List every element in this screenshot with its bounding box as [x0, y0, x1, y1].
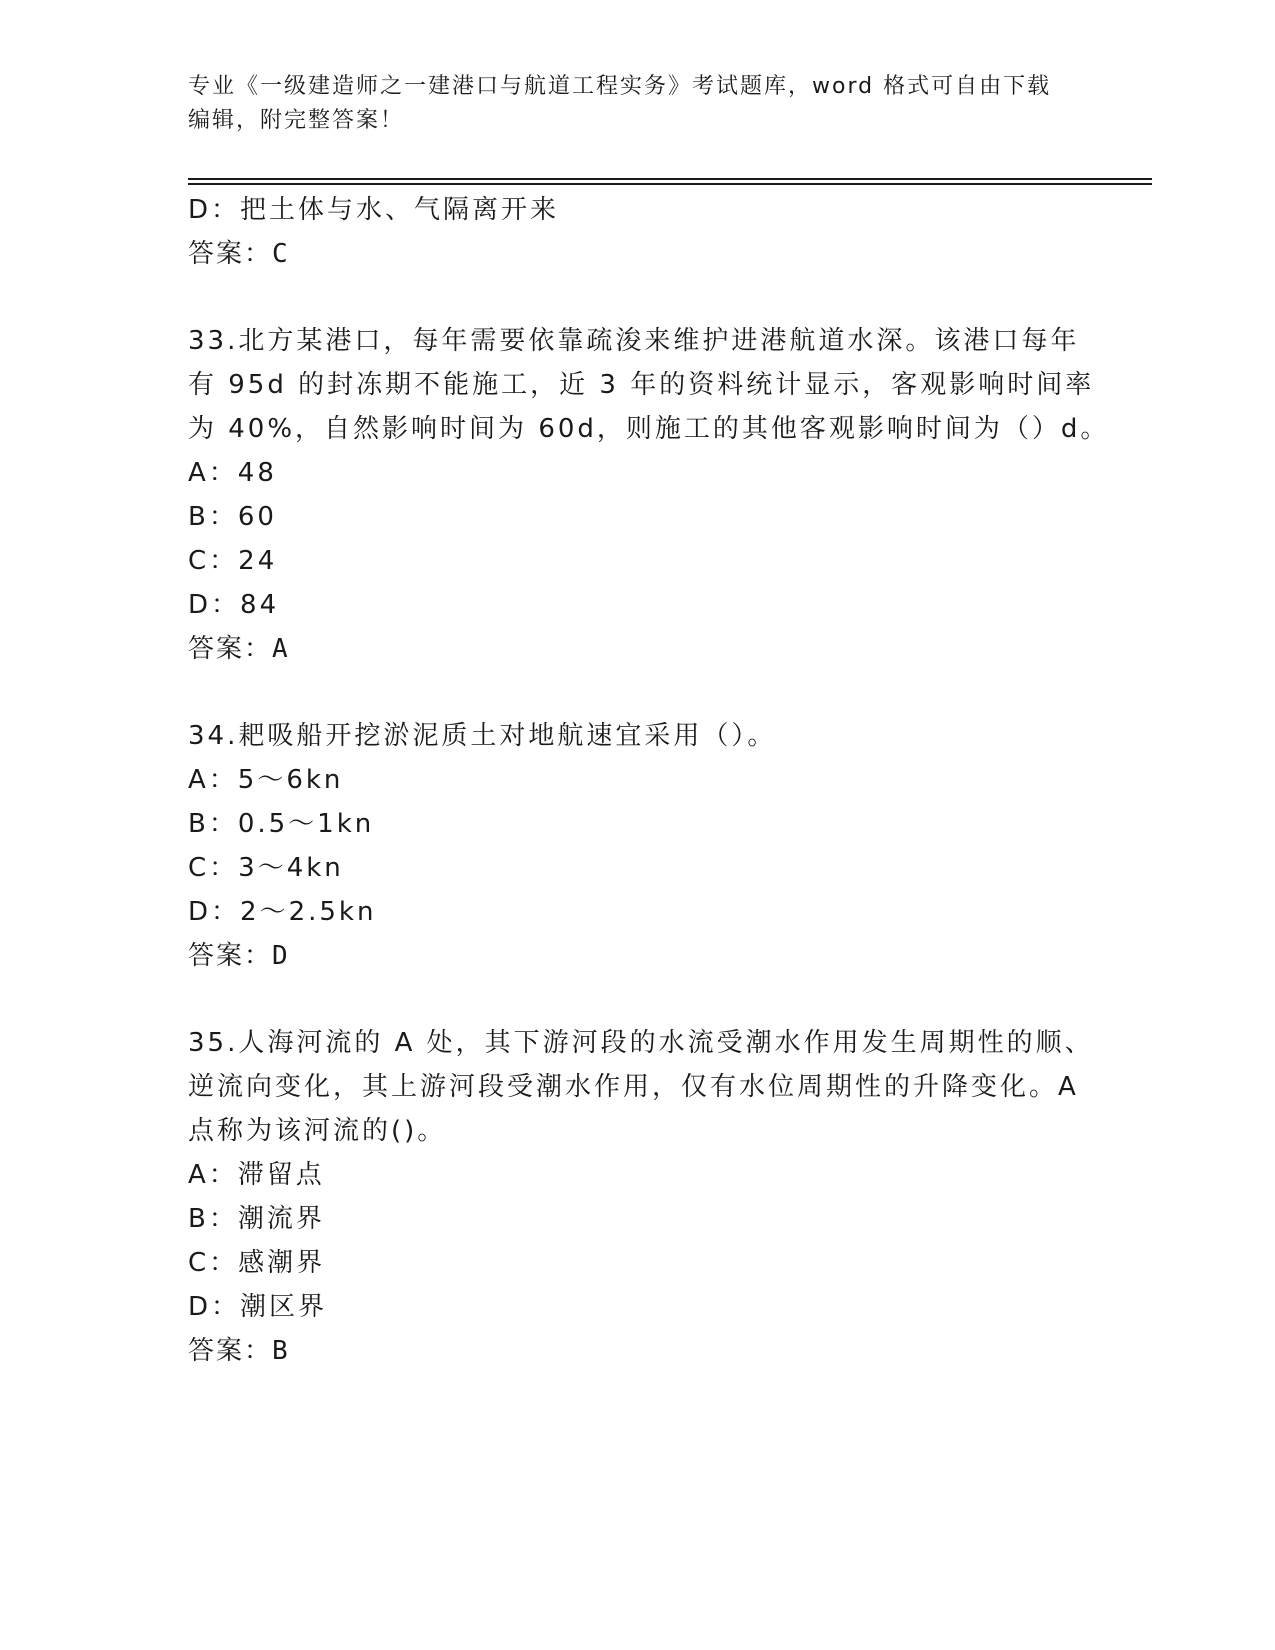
question-35-option-c: C：感潮界 — [188, 1248, 326, 1278]
prev-option-d: D：把土体与水、气隔离开来 — [188, 195, 560, 225]
question-33-stem-line-1: 33.北方某港口，每年需要依靠疏浚来维护进港航道水深。该港口每年 — [188, 326, 1080, 356]
question-35-stem-line-2: 逆流向变化，其上游河段受潮水作用，仅有水位周期性的升降变化。A — [188, 1072, 1079, 1102]
question-33-option-a: A：48 — [188, 458, 277, 488]
question-33-option-b: B：60 — [188, 502, 277, 532]
question-34-option-b: B：0.5～1kn — [188, 809, 375, 839]
question-35-option-a: A：滞留点 — [188, 1160, 325, 1190]
question-35-option-b: B：潮流界 — [188, 1204, 325, 1234]
question-33-answer: 答案：A — [188, 634, 290, 664]
question-35-option-d: D：潮区界 — [188, 1292, 328, 1322]
document-header — [188, 70, 1088, 138]
question-34-option-d: D：2～2.5kn — [188, 897, 377, 927]
question-35-stem-line-1: 35.人海河流的 A 处，其下游河段的水流受潮水作用发生周期性的顺、 — [188, 1028, 1094, 1058]
question-35-stem-line-3: 点称为该河流的()。 — [188, 1116, 447, 1146]
question-33-option-c: C：24 — [188, 546, 278, 576]
question-34-option-a: A：5～6kn — [188, 765, 344, 795]
question-33-stem-line-3: 为 40%，自然影响时间为 60d，则施工的其他客观影响时间为（）d。 — [188, 414, 1110, 444]
question-33-stem-line-2: 有 95d 的封冻期不能施工，近 3 年的资料统计显示，客观影响时间率 — [188, 370, 1095, 400]
header-line-2: 编辑，附完整答案！ — [188, 108, 405, 133]
question-34-option-c: C：3～4kn — [188, 853, 344, 883]
header-rule-bottom — [188, 183, 1152, 185]
prev-answer: 答案：C — [188, 239, 290, 269]
question-34-answer: 答案：D — [188, 941, 290, 971]
header-rule-top — [188, 178, 1152, 180]
header-line-1: 专业《一级建造师之一建港口与航道工程实务》考试题库，word 格式可自由下载 — [188, 74, 1052, 99]
question-35-answer: 答案：B — [188, 1336, 290, 1366]
question-33-option-d: D：84 — [188, 590, 280, 620]
question-34-stem-line-1: 34.耙吸船开挖淤泥质土对地航速宜采用（）。 — [188, 721, 777, 751]
